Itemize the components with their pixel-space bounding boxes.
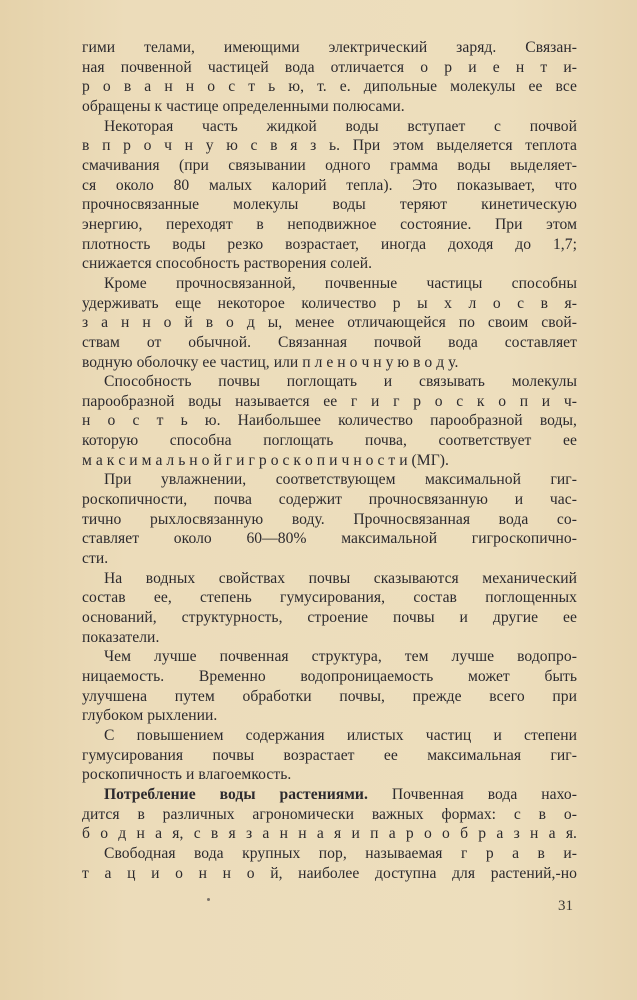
text-line: роскопичности, почва содержит прочносвязанную и час- xyxy=(82,491,577,509)
text-line: водную оболочку ее частиц, или п л е н о ч н у ю в о д у. xyxy=(82,353,459,371)
text-line: Кроме прочносвязанной, почвенные частицы способны xyxy=(104,274,577,292)
text-line: з а н н о й в о д ы, менее отличающейся по своим свой- xyxy=(82,314,577,332)
text-line: состав ее, степень гумусирования, состав поглощенных xyxy=(82,589,577,607)
text-line: Способность почвы поглощать и связывать молекулы xyxy=(104,373,577,391)
text-line xyxy=(82,785,577,805)
text-line: Свободная вода крупных пор, называемая г р а в и- xyxy=(104,844,577,862)
paragraph-hygroscopicity xyxy=(82,372,577,470)
text-line: С повышением содержания илистых частиц и степени xyxy=(104,726,577,744)
paragraph-free-water xyxy=(82,844,577,883)
text-line: ницаемость. Временно водопроницаемость может быть xyxy=(82,668,577,685)
text-line: гумусирования почвы возрастает ее максимальная гиг- xyxy=(82,746,577,764)
paragraph-water-properties xyxy=(82,569,577,648)
text-line: ствам от обычной. Связанная почвой вода составляет xyxy=(82,333,577,351)
text-line: показатели. xyxy=(82,628,160,646)
text-line: роскопичность и влагоемкость. xyxy=(82,766,292,784)
text-line: обращены к частице определенными полюсами. xyxy=(82,97,405,115)
text-line: тично рыхлосвязанную воду. Прочносвязанная вода со- xyxy=(82,510,577,528)
text-line: в п р о ч н у ю с в я з ь. При этом выделяется теплота xyxy=(82,137,577,155)
text-line: На водных свойствах почвы сказываются механический xyxy=(104,569,577,587)
text-line: б о д н а я, с в я з а н н а я и п а р о о б р а з н а я. xyxy=(82,825,577,843)
text-line: которую способна поглощать почва, соответствует ее xyxy=(82,432,577,450)
text-line: н о с т ь ю. Наибольшее количество парообразной воды, xyxy=(82,412,577,430)
text-fragment: Почвенная вода нахо- xyxy=(367,785,577,803)
paragraph-water-consumption xyxy=(82,785,577,844)
paragraph-permeability xyxy=(82,647,577,726)
text-line: сти. xyxy=(82,550,109,568)
text-line: т а ц и о н н о й, наиболее доступна для растений,-но xyxy=(82,864,577,882)
text-line: Некоторая часть жидкой воды вступает с почвой xyxy=(104,117,577,135)
text-line: гими телами, имеющими электрический заряд. Связан- xyxy=(82,39,577,56)
text-line: снижается способность растворения солей. xyxy=(82,255,373,273)
text-line: парообразной воды называется ее г и г р о с к о п и ч- xyxy=(82,392,577,410)
paragraph-silt-particles xyxy=(82,726,577,785)
text-line: ся около 80 малых калорий тепла). Это показывает, что xyxy=(82,176,577,194)
text-line: смачивания (при связывании одного грамма воды выделяет- xyxy=(82,156,577,174)
text-line: ная почвенной частицей вода отличается о р и е н т и- xyxy=(82,58,577,76)
paragraph-loosely-bound-water xyxy=(82,274,577,372)
text-line: улучшена путем обработки почвы, прежде всего при xyxy=(82,687,577,705)
text-line: энергию, переходят в неподвижное состояние. При этом xyxy=(82,215,577,233)
text-line: глубоком рыхлении. xyxy=(82,707,218,725)
text-line: Чем лучше почвенная структура, тем лучше водопро- xyxy=(104,648,577,666)
page-number: 31 xyxy=(558,898,573,914)
text-line: ставляет около 60—80% максимальной гигроскопично- xyxy=(82,530,577,548)
text-line: дится в различных агрономически важных формах: с в о- xyxy=(82,805,577,823)
text-line: оснований, структурность, строение почвы и другие ее xyxy=(82,609,577,627)
paragraph-oriented-water xyxy=(82,38,577,117)
text-line: плотность воды резко возрастает, иногда доходя до 1,7; xyxy=(82,235,577,253)
text-line: р о в а н н о с т ь ю, т. е. дипольные молекулы ее все xyxy=(82,78,577,96)
text-line: м а к с и м а л ь н о й г и г р о с к о п и ч н о с т и (МГ). xyxy=(82,451,449,469)
section-lead-heading: Потребление воды растениями. xyxy=(104,785,368,803)
print-speck xyxy=(207,898,210,901)
text-line: прочносвязанные молекулы воды теряют кинетическую xyxy=(82,196,577,214)
paragraph-moistening xyxy=(82,470,577,568)
text-line: удерживать еще некоторое количество р ы х л о с в я- xyxy=(82,294,577,312)
text-line: При увлажнении, соответствующем максимальной гиг- xyxy=(104,471,577,489)
paragraph-strongly-bound-water xyxy=(82,117,577,274)
